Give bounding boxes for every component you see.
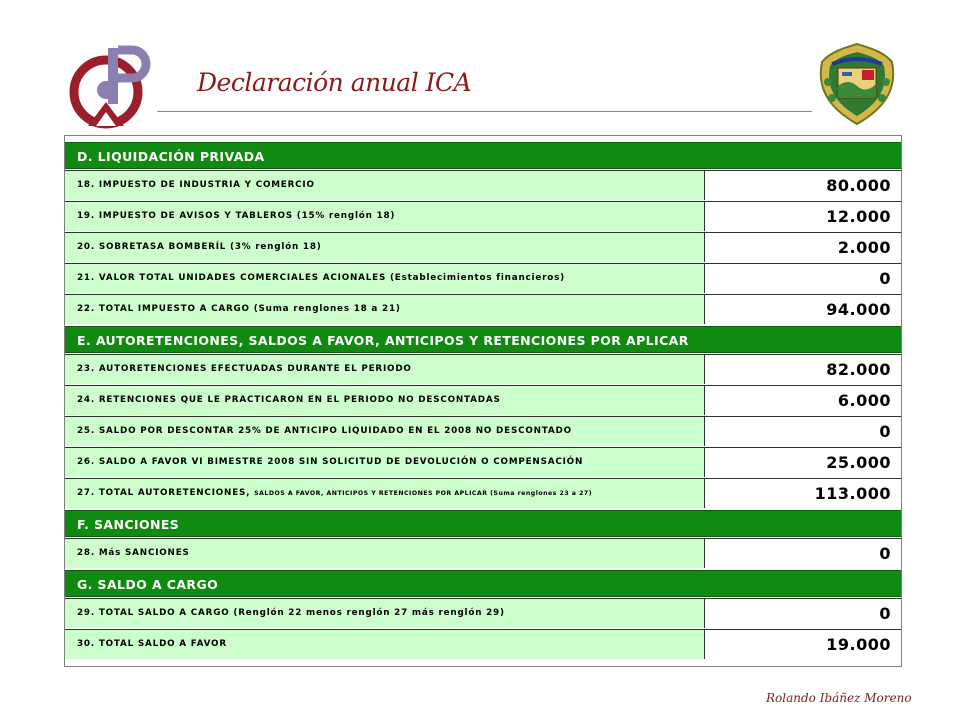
table-row [65, 354, 901, 384]
table-row [65, 232, 901, 262]
row-label [65, 479, 705, 508]
row-label-main: 27. TOTAL AUTORETENCIONES, [77, 488, 251, 498]
row-value: 19.000 [705, 630, 901, 659]
row-value: 25.000 [705, 448, 901, 477]
row-value: 82.000 [705, 355, 901, 384]
row-value: 0 [705, 539, 901, 568]
table-row [65, 385, 901, 415]
row-label: 20. SOBRETASA BOMBERÍL (3% renglón 18) [65, 233, 705, 262]
row-value: 0 [705, 417, 901, 446]
table-row [65, 478, 901, 508]
row-label: 18. IMPUESTO DE INDUSTRIA Y COMERCIO [65, 171, 705, 200]
row-label: 30. TOTAL SALDO A FAVOR [65, 630, 705, 659]
ica-declaration-table [64, 135, 902, 667]
row-value: 0 [705, 264, 901, 293]
table-row [65, 447, 901, 477]
table-row [65, 263, 901, 293]
row-value: 94.000 [705, 295, 901, 324]
municipal-shield-logo [818, 42, 896, 126]
cdp-logo [68, 44, 158, 134]
page-title: Declaración anual ICA [197, 68, 472, 97]
author-credit: Rolando Ibáñez Moreno [766, 691, 912, 705]
table-row [65, 629, 901, 659]
table-row [65, 170, 901, 200]
row-label: 22. TOTAL IMPUESTO A CARGO (Suma renglones 18 a 21) [65, 295, 705, 324]
row-label: 23. AUTORETENCIONES EFECTUADAS DURANTE EL PERIODO [65, 355, 705, 384]
title-divider [157, 111, 812, 112]
row-value: 113.000 [705, 479, 901, 508]
table-row [65, 416, 901, 446]
row-value: 6.000 [705, 386, 901, 415]
row-value: 12.000 [705, 202, 901, 231]
row-value: 0 [705, 599, 901, 628]
section-header-f: F. SANCIONES [65, 510, 901, 537]
table-row [65, 538, 901, 568]
row-label: 19. IMPUESTO DE AVISOS Y TABLEROS (15% renglón 18) [65, 202, 705, 231]
row-label: 28. Más SANCIONES [65, 539, 705, 568]
row-label: 21. VALOR TOTAL UNIDADES COMERCIALES ACIONALES (Establecimientos financieros) [65, 264, 705, 293]
section-header-d: D. LIQUIDACIÓN PRIVADA [65, 142, 901, 169]
section-header-e: E. AUTORETENCIONES, SALDOS A FAVOR, ANTICIPOS Y RETENCIONES POR APLICAR [65, 326, 901, 353]
row-label: 26. SALDO A FAVOR VI BIMESTRE 2008 SIN SOLICITUD DE DEVOLUCIÓN O COMPENSACIÓN [65, 448, 705, 477]
table-row [65, 294, 901, 324]
section-header-g: G. SALDO A CARGO [65, 570, 901, 597]
row-label: 24. RETENCIONES QUE LE PRACTICARON EN EL PERIODO NO DESCONTADAS [65, 386, 705, 415]
row-label-detail: SALDOS A FAVOR, ANTICIPOS Y RETENCIONES POR APLICAR (Suma renglones 23 a 27) [254, 490, 593, 497]
row-label: 25. SALDO POR DESCONTAR 25% DE ANTICIPO LIQUIDADO EN EL 2008 NO DESCONTADO [65, 417, 705, 446]
table-row [65, 201, 901, 231]
row-value: 2.000 [705, 233, 901, 262]
row-label: 29. TOTAL SALDO A CARGO (Renglón 22 menos renglón 27 más renglón 29) [65, 599, 705, 628]
row-value: 80.000 [705, 171, 901, 200]
table-row [65, 598, 901, 628]
